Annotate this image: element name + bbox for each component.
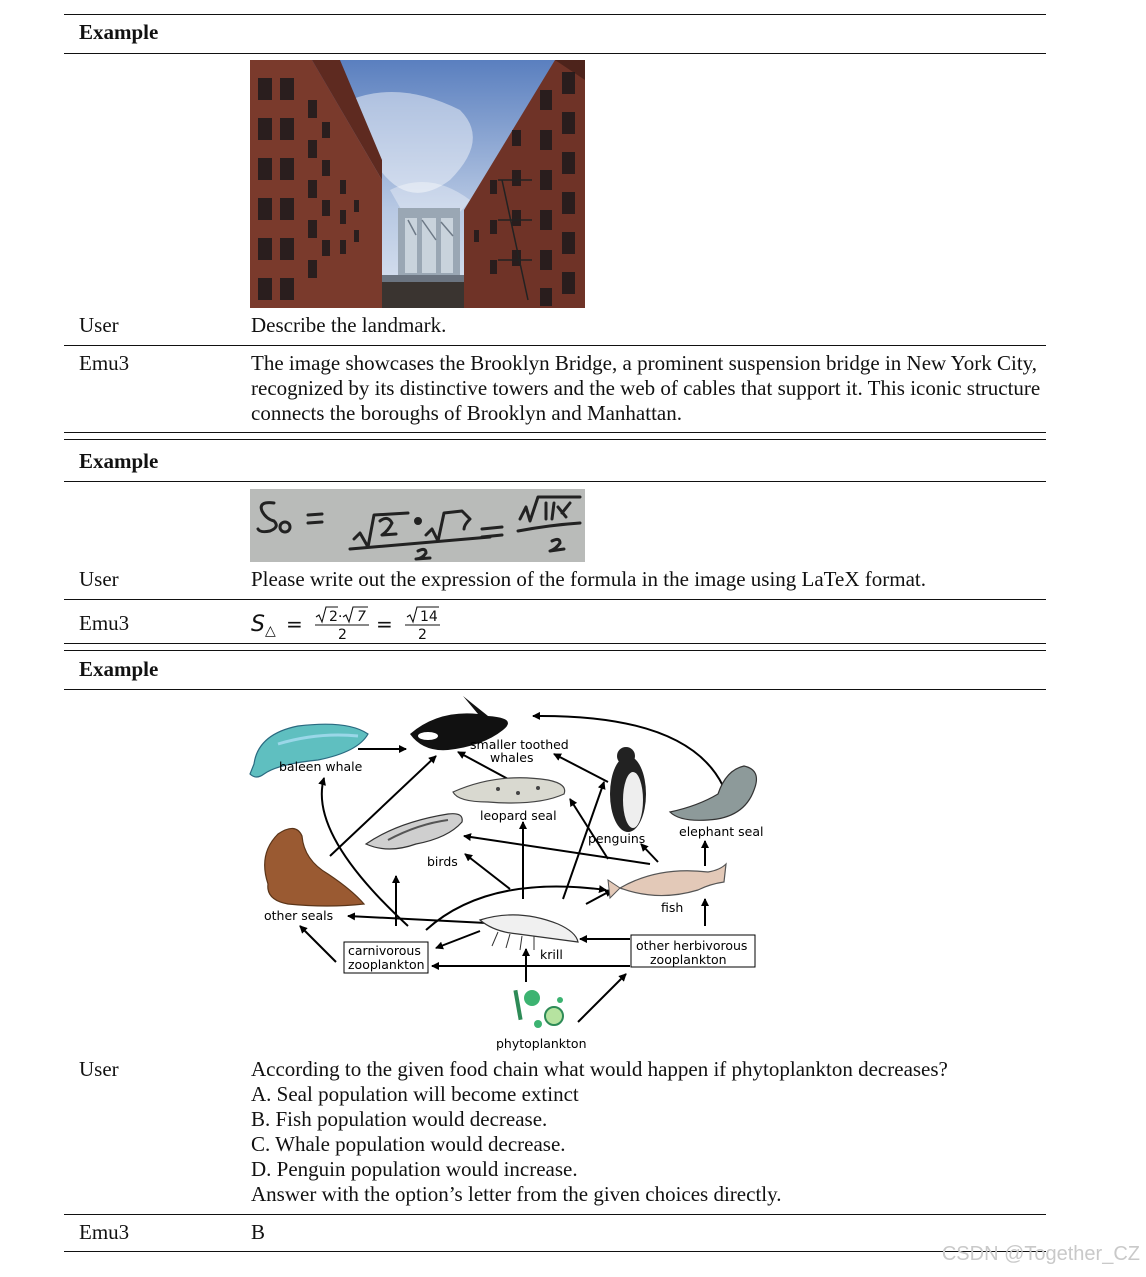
label-elephant-seal: elephant seal <box>679 824 764 839</box>
example-2-end-rule-b <box>64 650 1046 651</box>
example-3-header: Example <box>79 657 159 681</box>
example-1-model-label: Emu3 <box>79 351 130 375</box>
label-leopard-seal: leopard seal <box>480 808 557 823</box>
example-1-model-text: The image showcases the Brooklyn Bridge, a prominent suspension bridge in New York City, recognized by its distinctive towers and the web of cables that support it. This iconic structure connects the boroughs of Brooklyn and Manhattan. <box>251 351 1041 425</box>
example-3-model-text: B <box>251 1220 266 1244</box>
formula-frac2-num: 14 <box>420 609 438 625</box>
option-b: B. Fish population would decrease. <box>251 1107 548 1131</box>
label-carnivorous-1: carnivorous <box>348 943 421 958</box>
food-web-diagram <box>248 694 778 1056</box>
sea-lion-icon <box>265 828 364 906</box>
label-baleen-whale: baleen whale <box>279 759 363 774</box>
bird-icon <box>366 814 462 849</box>
example-2-user-label: User <box>79 567 119 591</box>
label-toothed-whales-2: whales <box>490 750 534 765</box>
formula-frac1-den: 2 <box>338 627 347 643</box>
label-herbivorous-2: zooplankton <box>650 952 727 967</box>
example-2-header: Example <box>79 449 159 473</box>
fish-icon <box>608 864 726 898</box>
label-herbivorous-1: other herbivorous <box>636 938 748 953</box>
option-a: A. Seal population will become extinct <box>251 1082 579 1106</box>
penguin-icon <box>610 747 646 832</box>
label-krill: krill <box>540 947 563 962</box>
label-penguins: penguins <box>588 831 646 846</box>
label-other-seals: other seals <box>264 908 334 923</box>
watermark: CSDN @Together_CZ <box>941 1243 1140 1265</box>
krill-icon <box>480 915 578 950</box>
example-1-photo <box>250 60 585 308</box>
table-bottom-rule <box>64 1251 1046 1252</box>
example-2-model-label: Emu3 <box>79 611 130 635</box>
example-3-model-label: Emu3 <box>79 1220 130 1244</box>
table-top-rule <box>64 14 1046 15</box>
formula-frac1-dot: · <box>338 609 343 625</box>
label-toothed-whales-1: smaller toothed <box>470 737 569 752</box>
question-line: According to the given food chain what would happen if phytoplankton decreases? <box>251 1057 948 1081</box>
example-1-header: Example <box>79 20 159 44</box>
example-2-user-text: Please write out the expression of the formula in the image using LaTeX format. <box>251 567 927 591</box>
label-fish: fish <box>661 900 684 915</box>
instruction-line: Answer with the option’s letter from the given choices directly. <box>251 1182 782 1206</box>
example-2-header-rule <box>64 481 1046 482</box>
elephant-seal-icon <box>670 766 756 820</box>
example-2-mid-rule <box>64 599 1046 600</box>
example-1-user-text: Describe the landmark. <box>251 313 447 337</box>
example-3-mid-rule <box>64 1214 1046 1215</box>
formula-lhs-sub: △ <box>265 623 276 639</box>
example-2-formula <box>250 603 450 643</box>
formula-eq-2: = <box>376 612 393 636</box>
formula-eq-1: = <box>286 612 303 636</box>
example-1-end-rule-b <box>64 439 1046 440</box>
example-1-user-label: User <box>79 313 119 337</box>
formula-lhs: S <box>251 612 265 637</box>
option-d: D. Penguin population would increase. <box>251 1157 578 1181</box>
example-3-header-rule <box>64 689 1046 690</box>
example-1-end-rule-a <box>64 432 1046 433</box>
example-3-user-label: User <box>79 1057 119 1081</box>
formula-frac1-num-b: 7 <box>357 609 366 625</box>
example-1-header-rule <box>64 53 1046 54</box>
example-1-mid-rule <box>64 345 1046 346</box>
example-3-user-text <box>251 1057 948 1207</box>
label-carnivorous-2: zooplankton <box>348 957 425 972</box>
option-c: C. Whale population would decrease. <box>251 1132 566 1156</box>
formula-frac2-den: 2 <box>418 627 427 643</box>
label-phytoplankton: phytoplankton <box>496 1036 587 1051</box>
phytoplankton-icon <box>513 990 563 1028</box>
leopard-seal-icon <box>453 778 565 803</box>
example-2-end-rule-a <box>64 643 1046 644</box>
label-birds: birds <box>427 854 458 869</box>
example-2-handwriting-image <box>250 489 585 562</box>
formula-frac1-num-a: 2 <box>329 609 338 625</box>
